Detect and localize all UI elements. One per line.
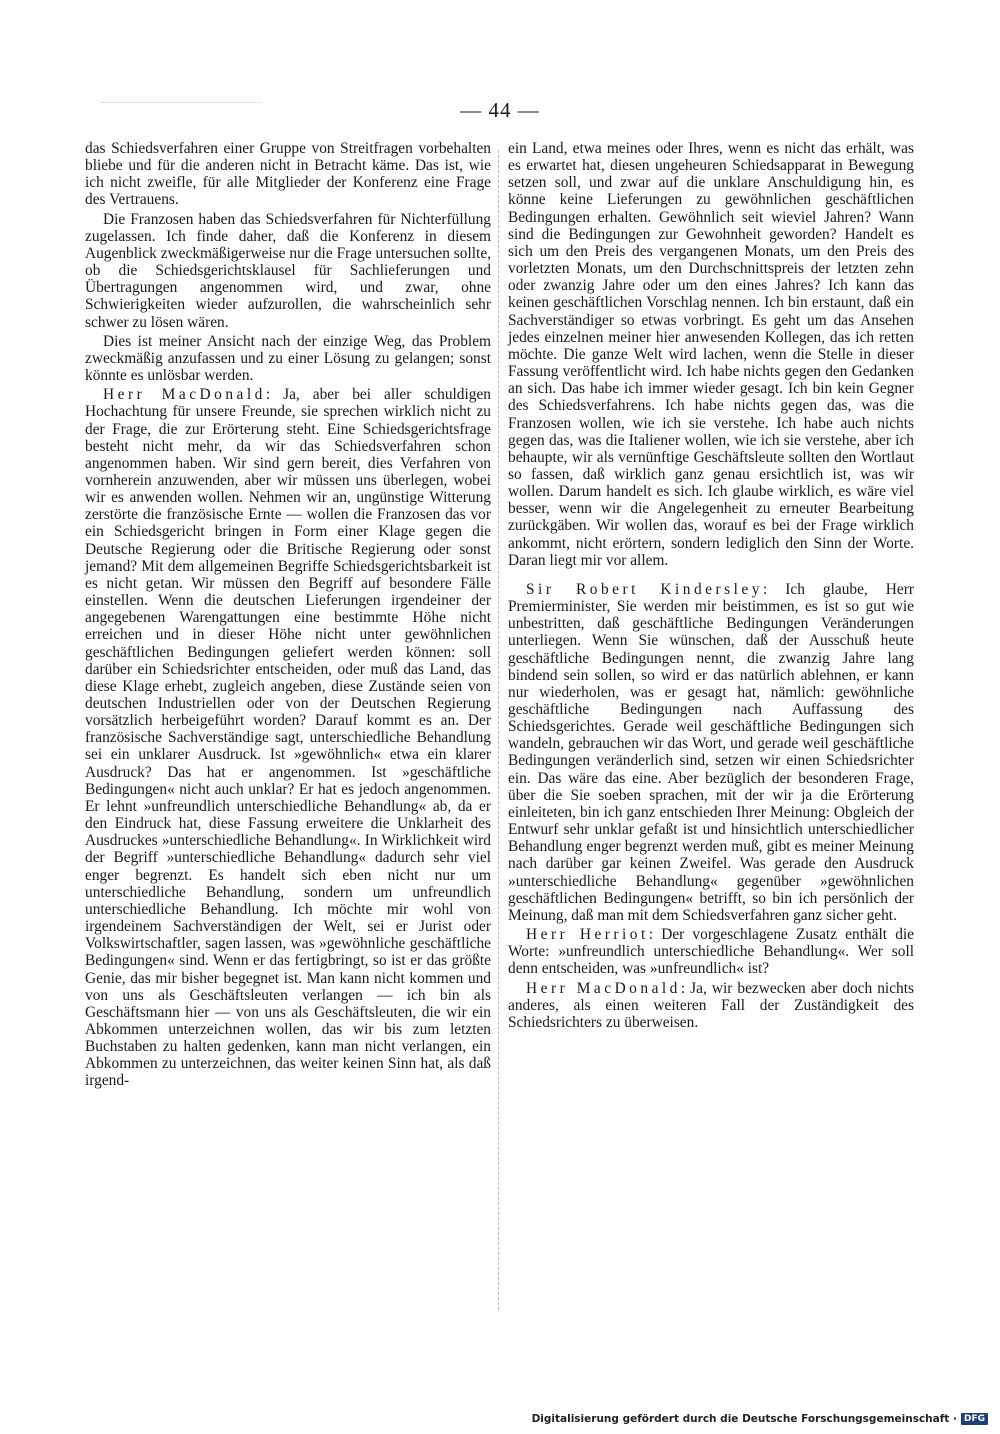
paragraph bbox=[85, 333, 491, 384]
page-number: — 44 — bbox=[460, 98, 540, 122]
paragraph bbox=[508, 581, 914, 924]
column-divider bbox=[498, 150, 499, 1310]
paragraph-text: : Ja, aber bei aller schuldigen Hochachtung für unsere Freunde, sie sprechen wirklich nicht zu der Frage, die zur Erörterung steht. Eine Schiedsgerichtsfrage besteht nicht mehr, da wir das Schiedsverfahren schon angenommen haben. Wir sind gern bereit, dies Verfahren von vornherein anzuwenden, aber wir müssen uns überlegen, wobei wir es anwenden wollen. Nehmen wir an, ungünstige Witterung zerstörte die französische Ernte — wollen die Franzosen das vor ein Schiedsgericht bringen in Form einer Klage gegen die Deutsche Regierung oder die Britische Regierung oder sonst jemand? Mit dem allgemeinen Begriffe Schiedsgerichtsbarkeit ist es nicht getan. Wir müssen den Begriff auf besondere Fälle einstellen. Wenn die deutschen Lieferungen irgendeiner der angegebenen Warengattungen eine bestimmte Höhe nicht erreichen und in dieser Höhe nicht unter gewöhnlichen geschäftlichen Bedingungen geliefert werden können: soll darüber ein Schiedsrichter entscheiden, oder muß das Land, das diese Klage erhebt, zugleich angeben, diese Zustände seien von deutschen Industriellen oder von der Deutschen Regierung vorsätzlich herbeigeführt worden? Darauf kommt es an. Der französische Sachverständige sagt, unterschiedliche Behandlung sei ein unklarer Ausdruck. Ist »gewöhnlich« etwa ein klarer Ausdruck? Das hat er angenommen. Ist »geschäftliche Bedingungen« nicht auch unklar? Er hat es jedoch angenommen. Er lehnt »unfreundlich unterschiedliche Behandlung« ab, da er den Eindruck hat, diese Fassung erweitere die Unklarheit des Ausdruckes »unterschiedliche Behandlung«. In Wirklichkeit wird der Begriff »unterschiedliche Behandlung« dadurch sehr viel enger begrenzt. Es handelt sich eben nicht nur um unterschiedliche Behandlung, sondern um unfreundlich unterschiedliche Behandlung. Ich möchte mir wohl von irgendeinem Sachverständigen der Welt, sei er Jurist oder Volkswirtschaftler, sagen lassen, was »gewöhnliche geschäftliche Bedingungen« sind. Wenn er das fertigbringt, so ist er das größte Genie, das mir bisher begegnet ist. Man kann nicht kommen und von uns als Geschäftsleuten verlangen — ich bin als Geschäftsmann hier — von uns als Geschäftsleuten, die wir ein Abkommen unterzeichnen wollen, das wir bis zum letzten Buchstaben zu halten gedenken, kann man nicht verlangen, ein Abkommen zu unterzeichnen, das weiter keinen Sinn hat, als daß irgend- bbox=[85, 386, 491, 1090]
paragraph-text: Die Franzosen haben das Schiedsverfahren für Nichterfüllung zugelassen. Ich finde daher, daß die Konferenz in diesem Augenblick zweckmäßigerweise nur die Frage untersuchen sollte, ob die Schiedsgerichtsklausel für Sachlieferungen und Übertragungen angenommen wird, und zwar, ohne Schwierigkeiten wieder aufzurollen, die wahrscheinlich sehr schwer zu lösen wären. bbox=[85, 210, 491, 331]
dfg-logo: DFG bbox=[961, 1413, 988, 1425]
paragraph-text: : Ja, wir bezwecken aber doch nichts anderes, als einen weiteren Fall der Zuständigkeit des Schiedsrichters zu überweisen. bbox=[508, 979, 914, 1031]
speaker-name: Herr MacDonald bbox=[526, 979, 681, 997]
speaker-name: Herr Herriot bbox=[526, 926, 649, 944]
paragraph bbox=[85, 140, 491, 209]
paragraph bbox=[508, 926, 914, 977]
right-column bbox=[508, 140, 914, 1033]
credit-text: Digitalisierung gefördert durch die Deutsche Forschungsgemeinschaft · bbox=[531, 1413, 957, 1425]
paragraph bbox=[508, 140, 914, 569]
paragraph bbox=[85, 211, 491, 331]
digitization-credit bbox=[532, 1413, 988, 1425]
paragraph-text: : Ich glaube, Herr Premierminister, Sie werden mir beistimmen, es ist so gut wie unbestritten, daß geschäftliche Bedingungen Veränderungen unterliegen. Wenn Sie wünschen, daß der Ausschuß heute geschäftliche Bedingungen nennt, die zwanzig Jahre lang bindend sein sollen, so wird er das natürlich ablehnen, er kann nur wiederholen, was er gesagt hat, nämlich: gewöhnliche geschäftliche Bedingungen nach Auffassung des Schiedsgerichtes. Gerade weil geschäftliche Bedingungen sich wandeln, gebrauchen wir das Wort, und gerade weil geschäftliche Bedingungen veränderlich sind, setzen wir einen Schiedsrichter ein. Das wäre das eine. Aber bezüglich der besonderen Frage, über die Sie soeben sprachen, mit der wir ja die Erörterung einleiteten, bin ich ganz entschieden Ihrer Meinung: Obgleich der Entwurf sehr unklar gefaßt ist und hinsichtlich unterschiedlicher Behandlung enger begrenzt werden muß, gibt es meiner Meinung nach darüber gar keinen Zweifel. Was gerade den Ausdruck »unterschiedliche Behandlung« gegenüber »gewöhnlichen geschäftlichen Bedingungen« betrifft, so bin ich persönlich der Meinung, daß man mit dem Schiedsverfahren ganz sicher geht. bbox=[508, 580, 915, 924]
paragraph-text: das Schiedsverfahren einer Gruppe von Streitfragen vorbehalten bliebe und für die anderen nicht in Betracht käme. Das ist, wie ich nicht zweifle, für alle Mitglieder der Konferenz eine Frage des Vertrauens. bbox=[85, 140, 491, 209]
left-column bbox=[85, 140, 491, 1092]
paragraph bbox=[85, 386, 491, 1089]
paragraph-text: Dies ist meiner Ansicht nach der einzige Weg, das Problem zweckmäßig anzufassen und zu einer Lösung zu gelangen; sonst könnte es unlösbar werden. bbox=[85, 332, 491, 385]
paragraph-text: : Der vorgeschlagene Zusatz enthält die Worte: »unfreundlich unterschiedliche Behandlung«. Wer soll denn entscheiden, was »unfreundlich« ist? bbox=[508, 926, 915, 978]
speaker-name: Herr MacDonald bbox=[103, 386, 266, 404]
speaker-name: Sir Robert Kindersley bbox=[526, 580, 763, 598]
paragraph-text: ein Land, etwa meines oder Ihres, wenn es nicht das erhält, was es erwartet hat, diesen ungeheuren Schiedsapparat in Bewegung setzen soll, und zwar auf die unklare Anschuldigung hin, es könne keine Lieferungen zu gewöhnlichen geschäftlichen Bedingungen erhalten. Gewöhnlich seit wieviel Jahren? Wann sind die Bedingungen zur Gewohnheit geworden? Handelt es sich um den Preis des vergangenen Monats, um den Preis des vorletzten Monats, um den Durchschnittspreis der letzten zehn oder zwanzig Jahre oder um den eines Jahres? Ich kann das keinen geschäftlichen Vorschlag nennen. Ich bin erstaunt, daß ein Sachverständiger so etwas vorbringt. Es geht um das Ansehen jedes einzelnen meiner hier anwesenden Kollegen, das ich retten möchte. Die ganze Welt wird lachen, wenn die Stelle in dieser Fassung veröffentlicht wird. Ich habe nichts gegen den Gedanken an sich. Das habe ich immer wieder gesagt. Ich bin kein Gegner des Schiedsverfahrens. Ich habe nichts gegen das, was die Franzosen wollen, wie ich sie verstehe. Ich habe auch nichts gegen das, was die Italiener wollen, wie ich sie verstehe, aber ich behaupte, wir als vernünftige Geschäftsleute sollten den Wortlaut so fassen, daß wirklich ganz genau ersichtlich ist, was wir wollen. Darum handelt es sich. Ich glaube wirklich, es wäre viel besser, wenn wir die Angelegenheit zu erneuter Bearbeitung zurückgäben. Wir wollen das, worauf es bei der Frage wirklich ankommt, nicht erörtern, sondern lediglich den Sinn der Worte. Daran liegt mir vor allem. bbox=[508, 140, 914, 569]
paragraph bbox=[508, 980, 914, 1031]
